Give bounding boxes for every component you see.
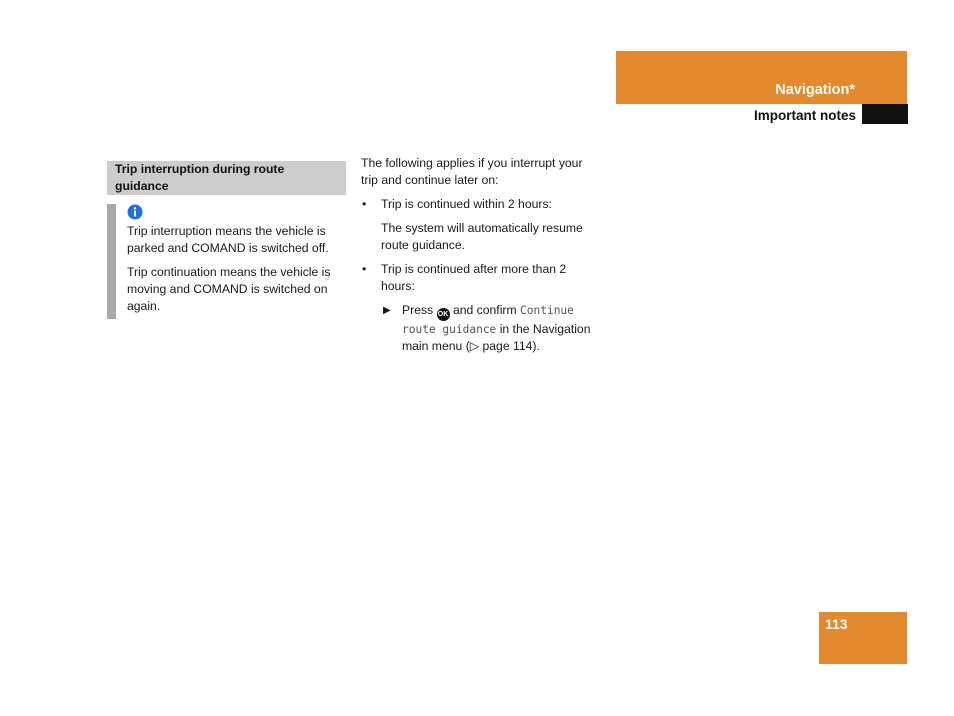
note-paragraph: Trip interruption means the vehicle is parked and COMAND is switched off. — [127, 224, 329, 255]
info-note — [107, 204, 347, 319]
page-number: 113 — [825, 616, 848, 632]
note-text — [127, 223, 347, 322]
bullet-dot: • — [362, 262, 367, 276]
menu-item-text: Continue route guidance — [402, 304, 574, 336]
note-paragraph: Trip continuation means the vehicle is moving and COMAND is switched on again. — [127, 265, 331, 313]
bullet-item: • Trip is continued after more than 2 hours: — [362, 262, 567, 293]
section-label: Important notes — [753, 108, 856, 123]
bullet-item: • Trip is continued within 2 hours: — [362, 197, 552, 211]
chapter-tab — [616, 51, 907, 104]
ok-button-icon: OK — [437, 308, 450, 321]
step-arrow-icon: ▶ — [383, 305, 391, 316]
section-heading: Trip interruption during route guidance — [107, 161, 346, 195]
note-bar — [107, 204, 116, 319]
bullet-dot: • — [362, 197, 367, 211]
action-step: ▶ Press OK and confirm Continue route guidance in the Navigation main menu (▷ page 114). — [383, 303, 591, 353]
info-icon — [127, 204, 143, 220]
section-marker — [862, 104, 908, 124]
bullet-detail: The system will automatically resume route guidance. — [381, 221, 583, 252]
instructions-column — [361, 155, 601, 355]
page-tab — [819, 612, 907, 664]
intro-text: The following applies if you interrupt your trip and continue later on: — [361, 156, 583, 187]
page-reference: (▷ page 114). — [465, 339, 540, 353]
chapter-title: Navigation* — [775, 82, 855, 98]
